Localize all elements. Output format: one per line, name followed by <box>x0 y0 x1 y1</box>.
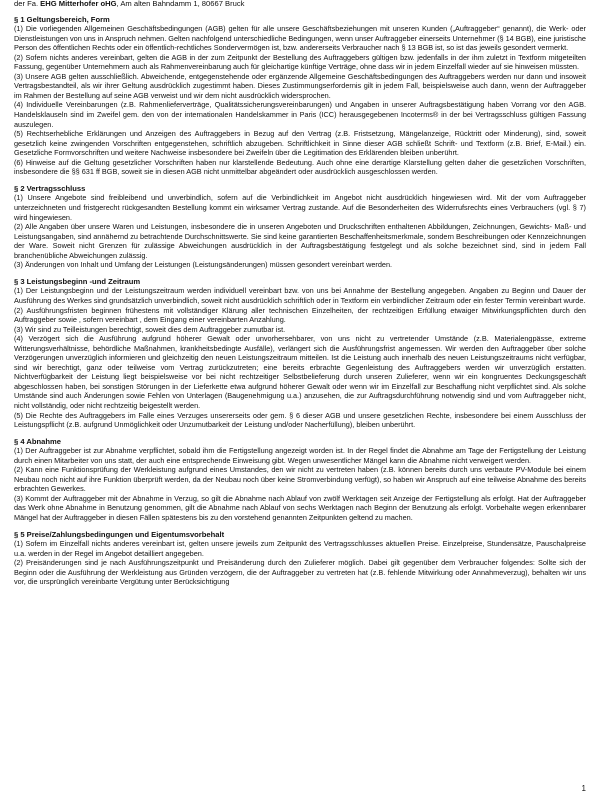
paragraph: (5) Die Rechte des Auftraggebers im Falle eines Verzuges unsererseits oder gem. § 6 dieser AGB und unsere gesetzlichen Rechte, insbesondere bei einem Ausschluss der Leistungspflicht (z.B. aufgrund Unmöglichkeit oder Unzumutbarkeit der Leistung und/oder Nacherfüllung), bleiben unberührt. <box>14 410 586 430</box>
paragraph: (2) Preisänderungen sind je nach Ausführungszeitpunkt und Preisänderung durch den Zulieferer möglich. Dabei gilt gegenüber dem Verbraucher folgendes: Sollte sich der Beginn oder die Ausführung der Werkleistung aus Gründen verzögern, die der Auftraggeber zu vertreten hat (z.B. fehlende Mitwirkung oder Annahmeverzug), behalten wir uns vor, die ursprünglich vereinbarte Vergütung unter Berücksichtigung <box>14 558 586 587</box>
page-number: 1 <box>581 784 586 793</box>
paragraph: (2) Alle Angaben über unsere Waren und Leistungen, insbesondere die in unseren Angeboten und Druckschriften enthaltenen Abbildungen, Zeichnungen, Gewichts- Maß- und Leistungsangaben, sind annähernd zu betrachtende Durchschnittswerte. Sie sind keine garantierten Beschaffenheitsmerkmale, sondern Beschreibungen oder Kennzeichnungen der Ware. Soweit nicht Grenzen für zulässige Abweichungen ausdrücklich in der Auftragsbestätigung festgelegt und als solche bezeichnet sind, sind in jedem Fall branchenübliche Abweichungen zulässig. <box>14 222 586 260</box>
paragraph: (1) Der Auftraggeber ist zur Abnahme verpflichtet, sobald ihm die Fertigstellung angezeigt worden ist. In der Regel findet die Abnahme am Tage der Fertigstellung der Leistung durch einen Mitarbeiter von uns statt, der auch eine entsprechende Einweisung gibt. Wegen unwesentlicher Mängel kann die Abnahme nicht verweigert werden. <box>14 446 586 465</box>
company-address: , Am alten Bahndamm 1, 80667 Bruck <box>116 0 245 8</box>
section-geltungsbereich <box>14 15 586 177</box>
section-leistungsbeginn <box>14 277 586 430</box>
paragraph: (3) Kommt der Auftraggeber mit der Abnahme in Verzug, so gilt die Abnahme nach Ablauf von zwölf Werktagen seit Anzeige der Fertigstellung als erfolgt. Hat der Auftraggeber das Werk ohne Abnahme in Benutzung genommen, gilt die Abnahme nach Ablauf von sechs Werktagen nach Beginn der Benutzung als erfolgt. Vorbehalte wegen erkennbarer Mängel hat der Auftraggeber in diesen Fällen spätestens bis zu den vorstehend genannten Zeitpunkten geltend zu machen. <box>14 493 586 523</box>
section-title: § 1 Geltungsbereich, Form <box>14 14 110 24</box>
section-title: § 3 Leistungsbeginn -und Zeitraum <box>14 276 141 286</box>
paragraph: (4) Individuelle Vereinbarungen (z.B. Rahmenlieferverträge, Qualitätssicherungsvereinbarungen) und Angaben in unserer Auftragsbestätigung haben Vorrang vor den AGB. Handelsklauseln sind im Zweifel gem. den von der internationalen Handelskammer in Paris (ICC) herausgegebenen Incoterms® in der bei Vertragsschluss gültigen Fassung auszulegen. <box>14 100 586 129</box>
paragraph: (3) Wir sind zu Teilleistungen berechtigt, soweit dies dem Auftraggeber zumutbar ist. <box>14 324 286 334</box>
paragraph: (2) Kann eine Funktionsprüfung der Werkleistung aufgrund eines Umstandes, den wir nicht zu vertreten haben (z.B. können bereits durch uns verbaute PV-Module bei einem Neubau noch nicht auf ihre Funktion überprüft werden, da der Neubau noch über keine Stromverbindung verfügt), so haben wir Anspruch auf eine teilweise Abnahme des bereits erbrachten Gewerkes. <box>14 465 586 494</box>
section-preise <box>14 530 586 587</box>
paragraph: (1) Unsere Angebote sind freibleibend und unverbindlich, sofern auf die Verbindlichkeit im Angebot nicht ausdrücklich hingewiesen wird. Mit der vom Auftraggeber unterzeichneten und fristgerecht rückgesandten Bestellung kommt ein wirksamer Vertrag zustande. Auf die Besonderheiten des Widerrufsrechts eines Verbrauchers (vgl. § 7) wird hingewiesen. <box>14 193 586 222</box>
paragraph: (2) Sofern nichts anderes vereinbart, gelten die AGB in der zum Zeitpunkt der Bestellung des Auftraggebers gültigen bzw. jedenfalls in der ihm zuletzt in Textform mitgeteilten Fassung, gegenüber Unternehmern auch als Rahmenvereinbarung auch für gleichartige künftige Verträge, ohne dass wir in jedem Einzelfall wieder auf sie hinweisen müssten. <box>14 52 586 72</box>
header-line <box>14 0 586 9</box>
section-abnahme <box>14 437 586 523</box>
section-title: § 5 Preise/Zahlungsbedingungen und Eigentumsvorbehalt <box>14 529 225 539</box>
paragraph: (4) Verzögert sich die Ausführung aufgrund höherer Gewalt oder unvorhersehbarer, von uns nicht zu vertretender Umstände (z.B. Materialengpässe, extreme Witterungsverhältnisse, behördliche Maßnahmen, krankheitsbedingte Ausfälle), verlängert sich die Ausführungsfrist angemessen. Wir werden den Auftraggeber über solche Verzögerungen unverzüglich informieren und gleichzeitig den neuen Leistungszeitraum mitteilen. Ist die Leistung auch innerhalb des neuen Leistungszeitraums nicht verfügbar, sind wir berechtigt, ganz oder teilweise vom Vertrag zurückzutreten; eine bereits erbrachte Gegenleistung des Auftraggebers werden wir unverzüglich erstatten. Nichtverfügbarkeit der Leistung liegt beispielsweise vor bei nicht rechtzeitiger Selbstbelieferung durch unseren Zulieferer, wenn wir ein kongruentes Deckungsgeschäft abgeschlossen haben, bei sonstigen Störungen in der Lieferkette etwa aufgrund höherer Gewalt oder wenn wir im Einzelfall zur Beschaffung nicht verpflichtet sind. Als solche Umstände sind auch Änderungen sowie Fehlen von Unterlagen (Baugenehmigung u.a.) anzusehen, die zur Auftragsdurchführung notwendig sind und vom Auftraggeber nicht, nicht vollständig, oder nicht rechtzeitig beigestellt werden. <box>14 334 586 410</box>
paragraph: (1) Sofern im Einzelfall nichts anderes vereinbart ist, gelten unsere jeweils zum Zeitpunkt des Vertragsschlusses aktuellen Preise. Einzelpreise, Stundensätze, Pauschalpreise u.a. werden in der Regel im Angebot detailliert angegeben. <box>14 539 586 558</box>
paragraph: (3) Änderungen von Inhalt und Umfang der Leistungen (Leistungsänderungen) müssen gesondert vereinbart werden. <box>14 260 393 270</box>
section-title: § 4 Abnahme <box>14 436 61 446</box>
paragraph: (5) Rechtserhebliche Erklärungen und Anzeigen des Auftraggebers in Bezug auf den Vertrag (z.B. Fristsetzung, Mängelanzeige, Rücktritt oder Minderung), sind, soweit gesetzlich keine zwingenden Vorschriften entgegenstehen, schriftlich abzugeben. Schriftlichkeit in Sinne dieser AGB schließt Schrift- und Textform (z.B. Brief, E-Mail.) ein. Gesetzliche Formvorschriften und weitere Nachweise insbesondere bei Zweifeln über die Legitimation des Erklärenden bleiben unberührt. <box>14 129 586 158</box>
paragraph: (2) Ausführungsfristen beginnen frühestens mit vollständiger Klärung aller technischen Einzelheiten, der rechtzeitigen Erfüllung etwaiger Mitwirkungspflichten durch den Auftraggeber sowie , sofern vereinbart , dem Eingang einer vereinbarten Anzahlung. <box>14 305 586 325</box>
company-prefix: der Fa. <box>14 0 41 8</box>
paragraph: (3) Unsere AGB gelten ausschließlich. Abweichende, entgegenstehende oder ergänzende Allgemeine Geschäftsbedingungen des Auftraggebers werden nur dann und insoweit Vertragsbestandteil, als wir ihrer Geltung ausdrücklich zugestimmt haben. Dieses Zustimmungserfordernis gilt in jedem Fall, beispielsweise auch dann, wenn der Auftraggeber im Rahmen der Bestellung auf seine AGB verweist und wir dem nicht ausdrücklich widersprochen. <box>14 71 586 100</box>
section-vertragsschluss <box>14 184 586 270</box>
paragraph: (6) Hinweise auf die Geltung gesetzlicher Vorschriften haben nur klarstellende Bedeutung. Auch ohne eine derartige Klarstellung gelten daher die gesetzlichen Vorschriften, insbesondere die §§ 631 ff BGB, soweit sie in diesen AGB nicht unmittelbar abgeändert oder ausdrücklich ausgeschlossen werden. <box>14 157 586 177</box>
section-title: § 2 Vertragsschluss <box>14 183 86 193</box>
paragraph: (1) Der Leistungsbeginn und der Leistungszeitraum werden individuell vereinbart bzw. von uns bei Annahme der Bestellung angegeben. Angaben zu Beginn und Dauer der Ausführung des Werkes sind grundsätzlich unverbindlich, soweit nicht ausdrücklich schriftlich oder in Textform ein verbindlicher Zeitraum oder ein fester Termin vereinbart wurde. <box>14 286 586 305</box>
company-name: EHG Mitterhofer oHG <box>40 0 117 8</box>
paragraph: (1) Die vorliegenden Allgemeinen Geschäftsbedingungen (AGB) gelten für alle unsere Geschäftsbeziehungen mit unseren Kunden („Auftraggeber“ genannt), die Werk- oder Dienstleistungen von uns in Anspruch nehmen. Gelten nachfolgend unterschiedliche Bedingungen, wenn unser Auftraggeber einerseits Unternehmer (§ 14 BGB), eine juristische Person des öffentlichen Rechts oder ein öffentlich-rechtliches Sondervermögen ist, bzw. andererseits Verbraucher nach § 13 BGB ist, so ist das jeweils gesondert vermerkt. <box>14 24 586 53</box>
